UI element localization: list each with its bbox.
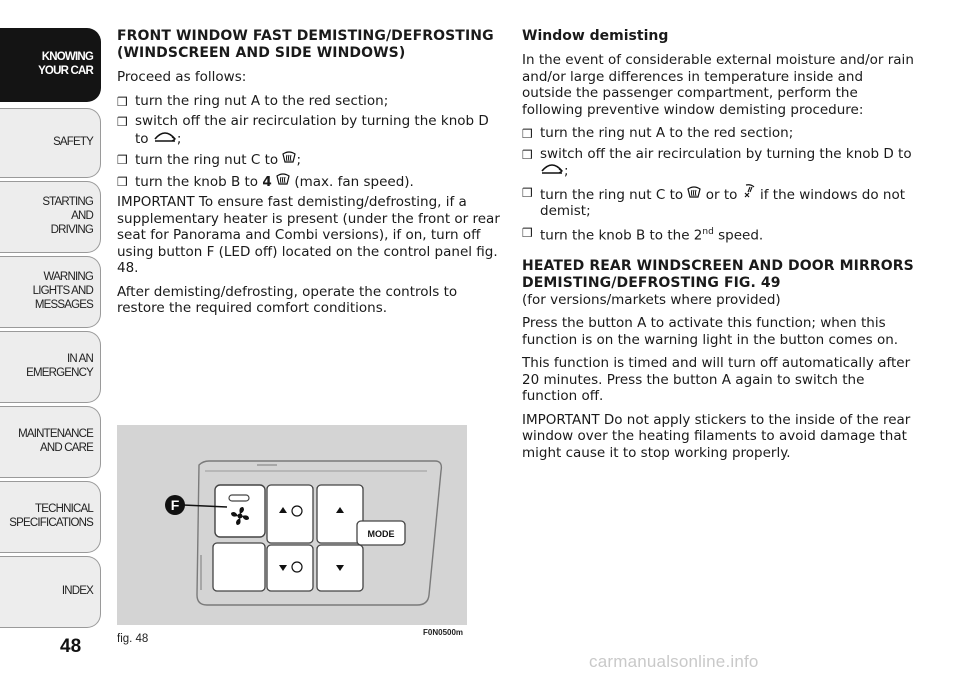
tab-maintenance-and-care[interactable] bbox=[0, 406, 101, 478]
section-heading: Window demisting bbox=[522, 28, 669, 44]
fan-speed-value: 4 bbox=[262, 173, 272, 190]
steps-list bbox=[522, 125, 917, 244]
step-suffix: if the windows do not demist; bbox=[540, 186, 906, 219]
important-note: IMPORTANT To ensure fast demisting/defrosting, if a supplementary heater is present (under the front or rear seat for Panorama and Combi versions), if on, turn off using button F (LED off) located on the control panel fig. 48. bbox=[117, 194, 500, 276]
list-item bbox=[522, 224, 917, 244]
tab-label: MAINTENANCE AND CARE bbox=[18, 428, 93, 454]
figure-control-panel bbox=[117, 425, 467, 625]
figure-code: F0N0500m bbox=[423, 628, 464, 637]
intro-text: Proceed as follows: bbox=[117, 69, 247, 85]
important-note: IMPORTANT Do not apply stickers to the inside of the rear window over the heating filaments to avoid damage that might cause it to stop working properly. bbox=[522, 411, 911, 461]
list-item bbox=[117, 151, 502, 169]
section-heading: FRONT WINDOW FAST DEMISTING/DEFROSTING (WINDSCREEN AND SIDE WINDOWS) bbox=[117, 28, 494, 61]
list-item bbox=[117, 93, 502, 110]
tab-label: WARNING LIGHTS AND MESSAGES bbox=[32, 271, 93, 311]
tab-label: STARTING AND DRIVING bbox=[42, 196, 93, 236]
feet-windscreen-icon bbox=[742, 184, 756, 198]
up-button bbox=[317, 485, 363, 543]
page-number: 48 bbox=[60, 636, 82, 657]
list-item bbox=[117, 113, 502, 147]
ordinal-suffix: nd bbox=[702, 226, 714, 237]
list-item bbox=[117, 173, 502, 191]
paragraph: In the event of considerable external moisture and/or rain and/or large differences in temperature inside and outside the passenger compartment, perform the following preventive window demisting procedure: bbox=[522, 52, 914, 118]
paragraph: This function is timed and will turn off automatically after 20 minutes. Press the button A again to switch the function off. bbox=[522, 355, 911, 404]
checkbox-icon: ❒ bbox=[117, 115, 128, 129]
mode-label: MODE bbox=[367, 529, 395, 539]
step-connector: or to bbox=[705, 186, 738, 203]
step-suffix: speed. bbox=[713, 227, 764, 243]
lower-left-button bbox=[213, 543, 265, 591]
tab-in-an-emergency[interactable] bbox=[0, 331, 101, 403]
checkbox-icon: ❒ bbox=[117, 94, 128, 109]
windscreen-defrost-icon bbox=[687, 186, 701, 198]
list-item bbox=[522, 146, 917, 180]
step-text: turn the ring nut C to bbox=[135, 152, 279, 168]
list-item bbox=[522, 184, 917, 220]
step-text: turn the knob B to bbox=[135, 173, 259, 190]
tab-label: TECHNICAL SPECIFICATIONS bbox=[9, 503, 93, 529]
paragraph: Press the button A to activate this function; when this function is on the warning light in the button comes on. bbox=[522, 315, 899, 348]
control-panel-illustration bbox=[117, 425, 467, 625]
right-column bbox=[522, 28, 917, 468]
step-text: turn the ring nut C to bbox=[540, 186, 684, 203]
step-text: switch off the air recirculation by turning the knob D to bbox=[540, 145, 912, 162]
step-text: turn the knob B to the 2 bbox=[540, 227, 703, 243]
step-suffix: ; bbox=[564, 163, 569, 179]
tab-starting-and-driving[interactable] bbox=[0, 181, 101, 253]
figure-caption: fig. 48 bbox=[117, 633, 149, 645]
step-suffix: (max. fan speed). bbox=[294, 173, 414, 190]
step-suffix: ; bbox=[296, 152, 302, 168]
tab-label: SAFETY bbox=[53, 136, 93, 149]
tab-label: IN AN EMERGENCY bbox=[26, 353, 93, 379]
tab-warning-lights[interactable] bbox=[0, 256, 101, 328]
windscreen-defrost-icon bbox=[276, 173, 290, 185]
left-column bbox=[117, 28, 502, 324]
availability-note: (for versions/markets where provided) bbox=[522, 291, 781, 308]
after-text: After demisting/defrosting, operate the controls to restore the required comfort conditions. bbox=[117, 283, 458, 316]
tab-label: KNOWING YOUR CAR bbox=[38, 51, 93, 77]
fan-down-button bbox=[267, 545, 313, 591]
recirculation-off-icon bbox=[540, 162, 564, 174]
checkbox-icon: ❒ bbox=[522, 225, 533, 240]
step-suffix: ; bbox=[176, 130, 182, 147]
checkbox-icon: ❒ bbox=[117, 174, 128, 189]
list-item bbox=[522, 125, 917, 142]
checkbox-icon: ❒ bbox=[522, 127, 533, 141]
tab-label: INDEX bbox=[61, 585, 93, 598]
step-text: switch off the air recirculation by turning the knob D to bbox=[135, 113, 489, 147]
callout-label: F bbox=[170, 497, 180, 513]
checkbox-icon: ❒ bbox=[522, 147, 533, 162]
checkbox-icon: ❒ bbox=[522, 185, 533, 200]
watermark: carmanualsonline.info bbox=[589, 652, 759, 671]
steps-list bbox=[117, 93, 502, 191]
step-text: turn the ring nut A to the red section; bbox=[540, 125, 794, 141]
recirculation-off-icon bbox=[153, 130, 177, 142]
tab-knowing-your-car[interactable] bbox=[0, 28, 101, 102]
section-heading: HEATED REAR WINDSCREEN AND DOOR MIRRORS DEMISTING/DEFROSTING FIG. 49 bbox=[522, 257, 914, 291]
tab-technical-specifications[interactable] bbox=[0, 481, 101, 553]
fan-up-button bbox=[267, 485, 313, 543]
windscreen-defrost-icon bbox=[282, 151, 296, 163]
step-text: turn the ring nut A to the red section; bbox=[135, 92, 389, 109]
tab-index[interactable] bbox=[0, 556, 101, 628]
checkbox-icon: ❒ bbox=[117, 153, 128, 167]
tab-safety[interactable] bbox=[0, 108, 101, 178]
